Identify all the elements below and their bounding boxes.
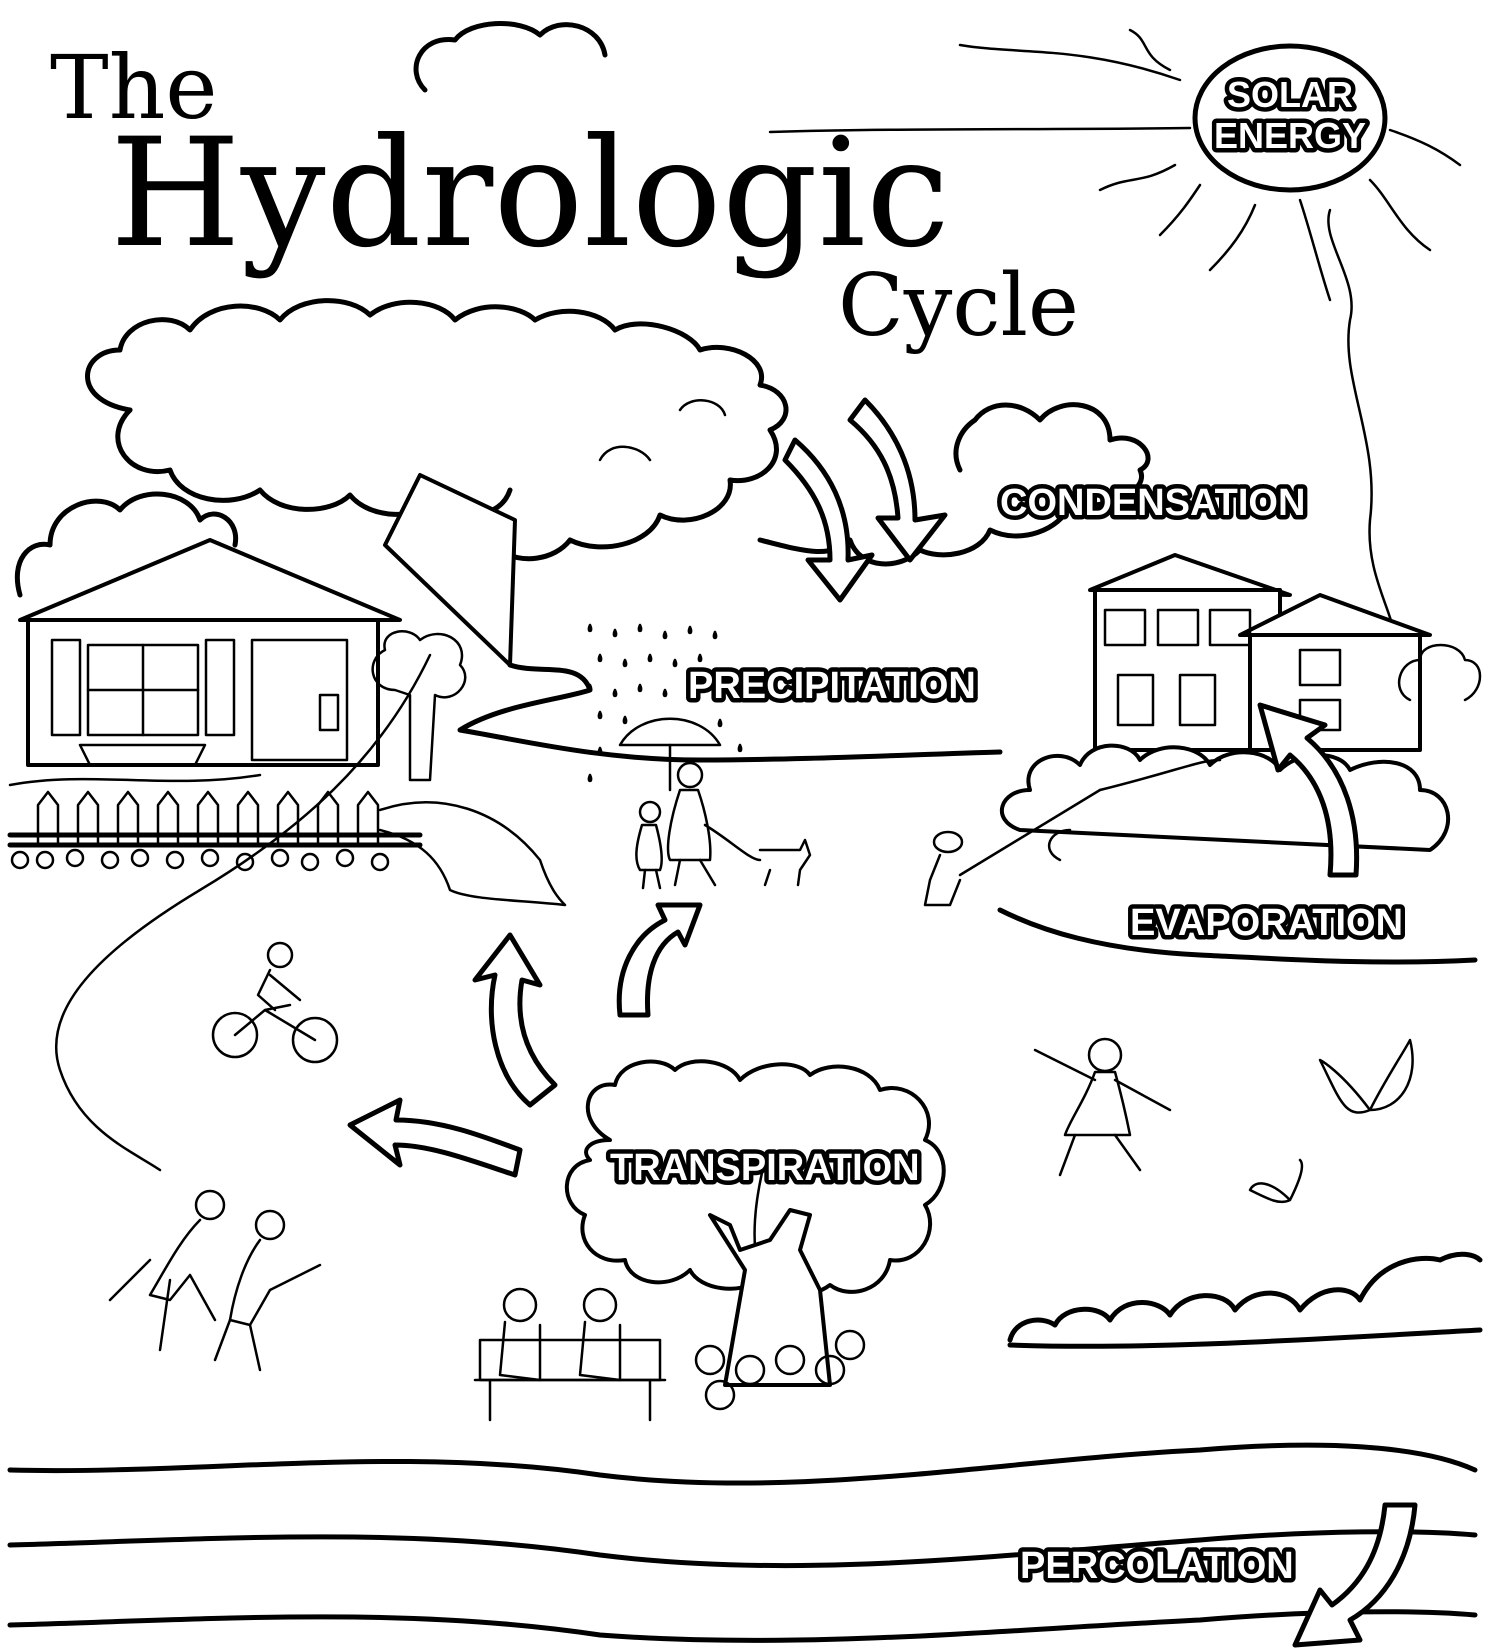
condensation-arrow-1 bbox=[785, 440, 872, 600]
cyclist bbox=[213, 943, 337, 1062]
arrow-up-large bbox=[475, 935, 555, 1105]
diagram-title bbox=[50, 36, 1079, 356]
title-cycle: Cycle bbox=[838, 256, 1079, 356]
small-cloud-top bbox=[416, 24, 605, 90]
condensation-arrows bbox=[785, 400, 1305, 600]
label-evaporation: EVAPORATION bbox=[1130, 902, 1404, 944]
bench-couple bbox=[475, 1289, 665, 1420]
label-condensation: CONDENSATION bbox=[1000, 482, 1306, 524]
label-precipitation: PRECIPITATION bbox=[688, 665, 976, 707]
transpiration-tree bbox=[567, 1061, 944, 1409]
butterflies bbox=[1250, 1040, 1413, 1202]
kite-flyers bbox=[110, 1191, 320, 1370]
percolation-arrow bbox=[1295, 1505, 1415, 1645]
bushes-lower-right bbox=[1010, 1254, 1480, 1346]
label-energy: ENERGY bbox=[1213, 115, 1367, 156]
label-transpiration: TRANSPIRATION bbox=[610, 1147, 920, 1189]
label-percolation: PERCOLATION bbox=[1020, 1545, 1294, 1587]
arrow-up-right bbox=[619, 905, 700, 1015]
title-hydrologic: Hydrologic bbox=[110, 107, 950, 281]
title-the: The bbox=[50, 36, 218, 139]
ground-layers bbox=[10, 1445, 1475, 1640]
family-with-umbrella bbox=[620, 719, 810, 888]
arrow-left bbox=[350, 1100, 520, 1175]
condensation-arrow-2 bbox=[850, 400, 945, 560]
running-girl bbox=[1035, 1039, 1170, 1175]
label-solar: SOLAR bbox=[1227, 74, 1353, 115]
